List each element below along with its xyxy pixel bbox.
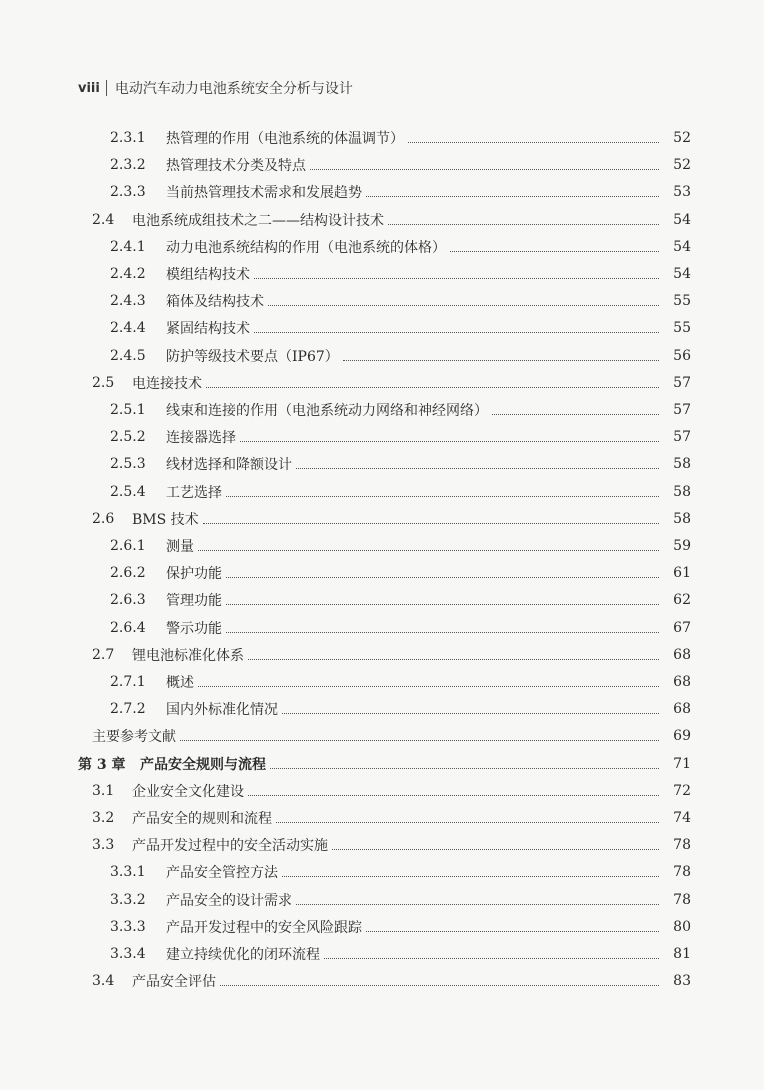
toc-entry-title: 产品安全管控方法 [166,865,278,882]
toc-entry-page: 78 [673,837,691,854]
toc-entry-title: 当前热管理技术需求和发展趋势 [166,185,362,202]
toc-entry-page: 69 [673,728,691,745]
toc-entry[interactable] [0,641,764,669]
toc-entry-number: 2.4.2 [110,266,146,282]
toc-entry[interactable] [0,940,764,968]
toc-entry-page: 55 [673,320,691,337]
toc-leader-dots [276,821,659,823]
toc-leader-dots [226,576,659,578]
toc-entry-page: 83 [673,973,691,990]
toc-entry-number: 2.7 [92,646,115,663]
toc-entry[interactable] [0,151,764,179]
toc-entry[interactable] [0,750,764,778]
toc-leader-dots [240,440,659,442]
toc-entry-number: 2.5 [92,374,115,391]
toc-entry-title: 主要参考文献 [92,729,176,746]
toc-entry[interactable] [0,423,764,451]
toc-leader-dots [324,957,659,959]
toc-entry[interactable] [0,450,764,478]
toc-leader-dots [343,359,659,361]
toc-entry-title: 热管理的作用（电池系统的体温调节） [166,131,404,147]
toc-entry[interactable] [0,804,764,832]
toc-entry-page: 52 [673,130,691,146]
toc-entry[interactable] [0,777,764,805]
toc-leader-dots [198,685,659,687]
toc-entry-page: 55 [673,293,691,310]
toc-entry-page: 68 [673,701,691,718]
toc-entry-title: 企业安全文化建设 [132,783,244,800]
toc-entry-number: 2.5.2 [110,429,146,446]
toc-entry-number: 2.3.2 [110,157,146,174]
toc-entry[interactable] [0,233,764,261]
toc-entry-title: 建立持续优化的闭环流程 [166,947,320,963]
toc-entry-title: 产品开发过程中的安全风险跟踪 [166,919,362,936]
toc-entry[interactable] [0,206,764,234]
toc-entry-page: 78 [673,891,691,908]
toc-entry-number: 2.4 [92,211,115,228]
toc-leader-dots [220,984,659,986]
toc-entry-title: 防护等级技术要点（IP67） [166,348,339,365]
toc-entry-page: 59 [673,538,691,554]
toc-entry-title: 产品安全的规则和流程 [132,811,272,827]
toc-entry-number: 2.4.1 [110,238,146,255]
toc-entry-number: 2.6.1 [110,538,146,554]
toc-leader-dots [450,250,659,252]
toc-entry-title: 线束和连接的作用（电池系统动力网络和神经网络） [166,403,488,419]
toc-entry-page: 57 [673,402,691,418]
toc-entry[interactable] [0,287,764,315]
toc-leader-dots [270,767,659,769]
toc-entry-number: 3.4 [92,973,115,990]
toc-entry-number: 3.3.1 [110,864,146,881]
toc-entry-page: 62 [673,592,691,609]
toc-entry-number: 3.3.3 [110,918,146,935]
toc-entry-page: 67 [673,619,691,636]
toc-leader-dots [268,304,659,306]
toc-entry[interactable] [0,722,764,750]
toc-entry-page: 52 [673,157,691,174]
toc-entry[interactable] [0,532,764,560]
toc-entry[interactable] [0,260,764,288]
toc-entry-title: 电池系统成组技术之二——结构设计技术 [132,212,384,229]
toc-entry-number: 3.3.4 [110,946,146,962]
toc-leader-dots [310,168,659,170]
toc-leader-dots [282,712,659,714]
toc-leader-dots [203,522,659,524]
toc-entry-page: 58 [673,456,691,473]
toc-entry-title: 概述 [166,675,194,691]
toc-entry-title: 产品安全评估 [132,974,216,991]
toc-entry-title: 连接器选择 [166,430,236,447]
toc-entry-number: 2.5.3 [110,456,146,473]
toc-leader-dots [254,331,659,333]
toc-entry-title: 锂电池标准化体系 [132,647,244,664]
toc-entry[interactable] [0,614,764,642]
toc-entry[interactable] [0,967,764,995]
toc-entry-number: 2.5.4 [110,483,146,500]
toc-entry-page: 57 [673,429,691,446]
toc-entry-number: 2.6.2 [110,565,146,582]
toc-entry-title: 国内外标准化情况 [166,702,278,719]
toc-entry[interactable] [0,886,764,914]
toc-entry-title: 测量 [166,539,194,555]
toc-entry-number: 2.7.2 [110,701,146,718]
toc-leader-dots [226,631,659,633]
toc-entry-page: 80 [673,918,691,935]
toc-leader-dots [296,467,659,469]
toc-leader-dots [408,141,659,143]
toc-entry-number: 3.3.2 [110,891,146,908]
toc-entry-number: 2.3.1 [110,130,146,146]
toc-entry-number: 2.4.3 [110,293,146,310]
toc-leader-dots [366,930,659,932]
toc-leader-dots [388,223,659,225]
toc-entry-number: 2.6 [92,510,115,527]
toc-entry-page: 74 [673,810,691,826]
toc-entry-page: 56 [673,347,691,364]
toc-entry-title: 工艺选择 [166,484,222,501]
toc-entry[interactable] [0,124,764,152]
toc-entry-title: 保护功能 [166,566,222,583]
toc-entry-page: 61 [673,565,691,582]
toc-entry-page: 58 [673,510,691,527]
toc-entry-page: 71 [673,755,691,772]
header-book-title: 电动汽车动力电池系统安全分析与设计 [114,81,353,97]
toc-entry-title: 紧固结构技术 [166,321,250,338]
toc-entry-number: 2.6.3 [110,592,146,609]
toc-entry-title: 动力电池系统结构的作用（电池系统的体格） [166,239,446,256]
header-page-number: viii [78,80,100,96]
toc-leader-dots [332,848,659,850]
toc-entry-number: 3.1 [92,782,115,799]
toc-entry[interactable] [0,178,764,206]
toc-entry-page: 54 [673,266,691,282]
toc-entry-page: 68 [673,674,691,690]
toc-leader-dots [248,794,659,796]
toc-entry[interactable] [0,586,764,614]
toc-entry[interactable] [0,913,764,941]
toc-leader-dots [248,658,659,660]
toc-entry-title: 产品开发过程中的安全活动实施 [132,838,328,855]
toc-entry[interactable] [0,342,764,370]
toc-entry[interactable] [0,505,764,533]
toc-leader-dots [226,495,659,497]
toc-entry-number: 2.5.1 [110,402,146,418]
toc-leader-dots [180,739,659,741]
toc-entry-title: 线材选择和降额设计 [166,457,292,474]
toc-entry[interactable] [0,858,764,886]
toc-leader-dots [206,386,659,388]
toc-entry-page: 57 [673,374,691,391]
header-divider [106,80,107,96]
toc-entry[interactable] [0,369,764,397]
toc-entry-number: 2.6.4 [110,619,146,636]
toc-entry[interactable] [0,831,764,859]
toc-entry[interactable] [0,695,764,723]
toc-entry-page: 53 [673,184,691,201]
toc-entry-number: 第 3 章 [78,756,126,773]
toc-leader-dots [254,277,659,279]
toc-entry-page: 78 [673,864,691,881]
toc-leader-dots [198,549,659,551]
toc-entry-title: 产品安全规则与流程 [140,756,266,773]
toc-entry-number: 2.4.5 [110,347,146,364]
toc-entry-title: 管理功能 [166,593,222,610]
toc-entry-number: 2.3.3 [110,184,146,201]
toc-entry-number: 2.4.4 [110,320,146,337]
toc-entry-number: 3.3 [92,837,115,854]
toc-entry-title: 警示功能 [166,620,222,637]
toc-leader-dots [296,903,659,905]
toc-leader-dots [366,195,659,197]
toc-entry[interactable] [0,396,764,424]
toc-entry-number: 3.2 [92,810,115,826]
toc-entry-page: 54 [673,211,691,228]
toc-entry-title: 热管理技术分类及特点 [166,158,306,175]
toc-entry-page: 68 [673,646,691,663]
toc-entry-page: 54 [673,238,691,255]
toc-entry-title: 模组结构技术 [166,267,250,283]
toc-entry-number: 2.7.1 [110,674,146,690]
toc-entry[interactable] [0,668,764,696]
toc-leader-dots [282,875,659,877]
running-header [78,78,353,98]
toc-entry[interactable] [0,559,764,587]
toc-entry-page: 72 [673,782,691,799]
toc-entry-page: 58 [673,483,691,500]
toc-leader-dots [226,603,659,605]
toc-entry-title: 电连接技术 [132,375,202,392]
toc-entry-title: 箱体及结构技术 [166,294,264,311]
toc-entry-title: 产品安全的设计需求 [166,892,292,909]
toc-entry-title: BMS 技术 [132,511,199,528]
toc-entry[interactable] [0,478,764,506]
toc-entry[interactable] [0,314,764,342]
toc-entry-page: 81 [673,946,691,962]
toc-leader-dots [492,413,659,415]
